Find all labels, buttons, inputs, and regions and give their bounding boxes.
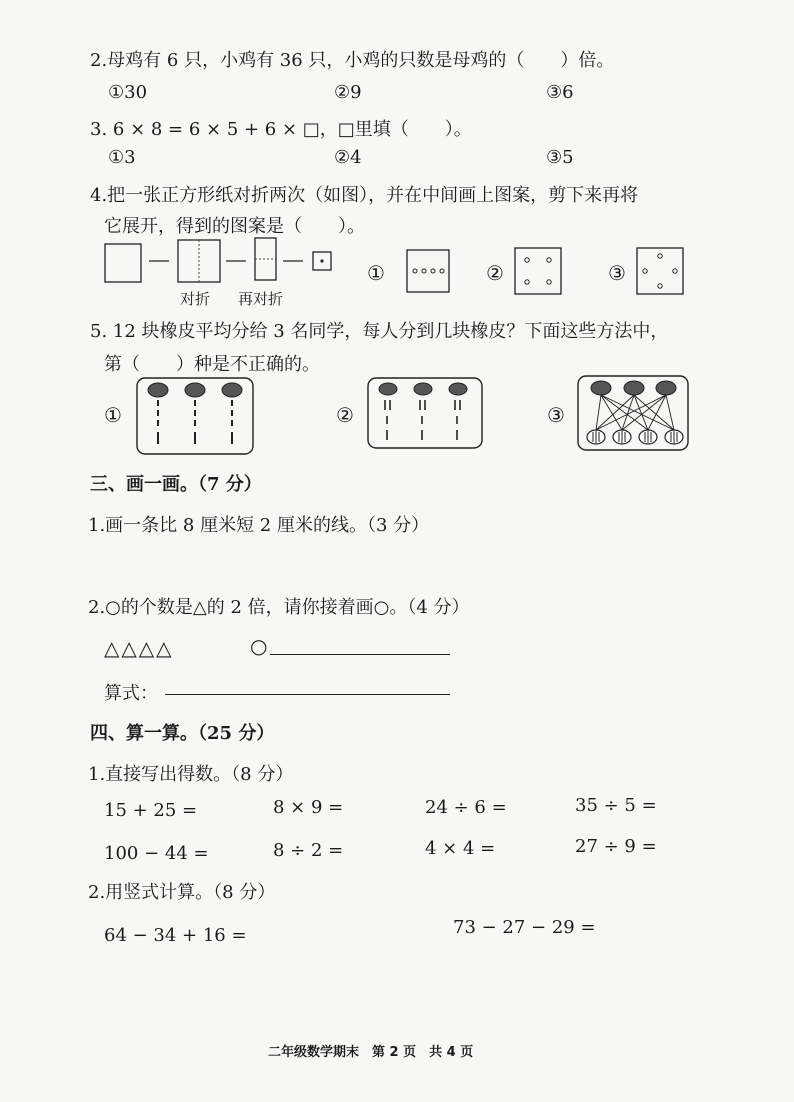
calc-2-3: 4 × 4 = <box>425 838 496 859</box>
q3-option-3: ③5 <box>546 147 574 168</box>
q4-option-mark-3: ③ <box>608 261 626 285</box>
student-icon <box>414 383 432 395</box>
q3-option-1: ①3 <box>108 147 136 168</box>
q2-option-3: ③6 <box>546 82 574 103</box>
q4-option-mark-1: ① <box>367 261 385 285</box>
circle-answer-line <box>270 654 450 655</box>
q3-option-2: ②4 <box>334 147 362 168</box>
vertical-calc-1: 64 − 34 + 16 = <box>104 925 247 946</box>
section3-heading: 三、画一画。（7 分） <box>90 474 262 495</box>
calc-2-1: 100 − 44 = <box>104 843 209 864</box>
section4-item2: 2.用竖式计算。（8 分） <box>88 882 276 903</box>
calc-1-2: 8 × 9 = <box>273 797 344 818</box>
formula-label: 算式： <box>104 683 158 704</box>
student-icon <box>656 381 676 395</box>
q5-stem-line1: 5. 12 块橡皮平均分给 3 名同学，每人分到几块橡皮？下面这些方法中， <box>90 321 669 342</box>
q5-option-mark-2: ② <box>336 403 354 427</box>
vertical-calc-2: 73 − 27 − 29 = <box>453 917 596 938</box>
section3-item2: 2.○的个数是△的 2 倍，请你接着画○。（4 分） <box>88 597 470 618</box>
q5-option-mark-3: ③ <box>547 403 565 427</box>
q2-stem: 2.母鸡有 6 只，小鸡有 36 只，小鸡的只数是母鸡的（ ）倍。 <box>90 50 615 71</box>
q4-stem-line2: 它展开，得到的图案是（ ）。 <box>104 216 365 237</box>
fold-label-2: 再对折 <box>238 290 284 308</box>
q4-option-mark-2: ② <box>486 261 504 285</box>
student-icon <box>379 383 397 395</box>
q2-option-1: ①30 <box>108 82 148 103</box>
calc-2-4: 27 ÷ 9 = <box>575 836 657 857</box>
q3-stem: 3. 6 × 8 = 6 × 5 + 6 × □，□里填（ ）。 <box>90 119 472 140</box>
q5-option-mark-1: ① <box>104 403 122 427</box>
q2-option-2: ②9 <box>334 82 362 103</box>
student-icon <box>591 381 611 395</box>
student-icon <box>185 383 205 397</box>
triangles: △△△△ <box>104 636 174 660</box>
calc-2-2: 8 ÷ 2 = <box>273 840 344 861</box>
formula-answer-line <box>165 694 450 695</box>
q4-stem-line1: 4.把一张正方形纸对折两次（如图），并在中间画上图案，剪下来再将 <box>90 185 639 206</box>
calc-1-3: 24 ÷ 6 = <box>425 797 507 818</box>
division-diagram <box>0 0 794 470</box>
q5-stem-line2: 第（ ）种是不正确的。 <box>104 354 320 375</box>
circle-start: ○ <box>250 634 268 658</box>
student-icon <box>148 383 168 397</box>
student-icon <box>449 383 467 395</box>
section4-item1: 1.直接写出得数。（8 分） <box>88 764 294 785</box>
fold-label-1: 对折 <box>180 290 211 308</box>
calc-1-1: 15 + 25 = <box>104 800 198 821</box>
section3-item1: 1.画一条比 8 厘米短 2 厘米的线。（3 分） <box>88 515 430 536</box>
calc-1-4: 35 ÷ 5 = <box>575 795 657 816</box>
section4-heading: 四、算一算。（25 分） <box>90 723 275 744</box>
student-icon <box>222 383 242 397</box>
page-footer: 二年级数学期末 第 2 页 共 4 页 <box>268 1045 474 1060</box>
student-icon <box>624 381 644 395</box>
